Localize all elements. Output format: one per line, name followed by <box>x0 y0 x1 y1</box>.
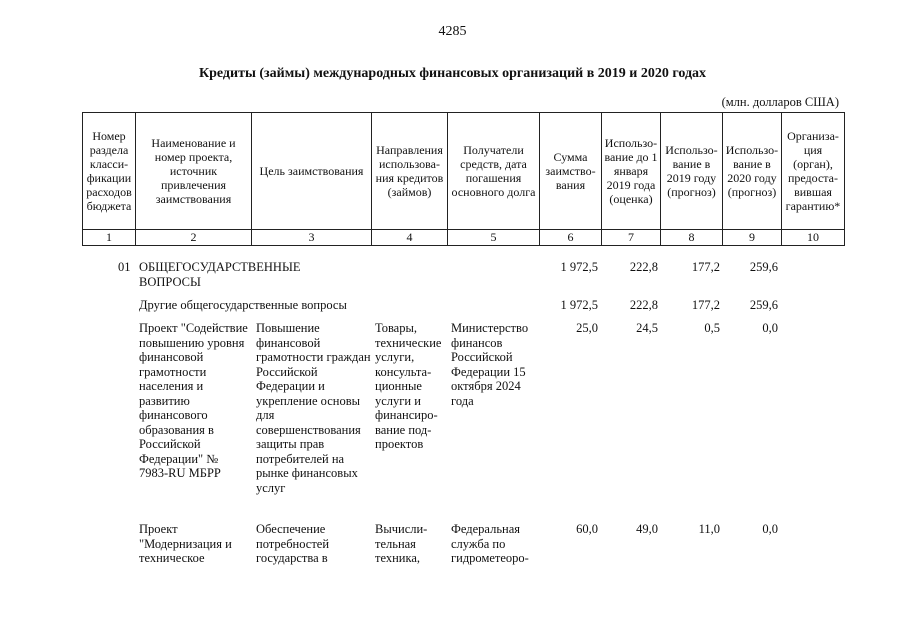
project2-recipients: Федеральная служба по гидрометеоро- <box>451 522 529 565</box>
section-used-before: 222,8 <box>629 260 658 274</box>
section-sum: 1 972,5 <box>560 260 598 274</box>
section-used-2019: 177,2 <box>691 260 720 274</box>
page-number: 4285 <box>438 24 467 39</box>
section-code: 01 <box>118 260 131 274</box>
col-header-2: Наименование и номер проекта, источник привлечения заимствования <box>136 113 252 230</box>
document-title: Кредиты (займы) международных финансовых организаций в 2019 и 2020 годах <box>198 66 707 81</box>
col-num-9: 9 <box>723 230 782 246</box>
subsection-name: Другие общегосударственные вопросы <box>139 298 347 312</box>
table-header <box>82 112 845 246</box>
col-num-7: 7 <box>602 230 661 246</box>
project1-goal: Повышение финансовой грамотности граждан Российской Федерации и укрепление основы для совершенствования защиты прав потребителей на рынке финансовых услуг <box>256 321 371 495</box>
units-note: (млн. долларов США) <box>721 95 839 109</box>
project1-name: Проект "Содействие повышению уровня финансовой грамотности населения и развитию финансового образования в Российской Федерации" № 7983-RU МБРР <box>139 321 248 480</box>
project2-used-before: 49,0 <box>636 522 658 536</box>
col-header-6: Сумма заимство-вания <box>540 113 602 230</box>
col-num-6: 6 <box>540 230 602 246</box>
section-used-2020: 259,6 <box>749 260 778 274</box>
project2-used-2019: 11,0 <box>698 522 720 536</box>
col-header-9: Использо-вание в 2020 году (прогноз) <box>723 113 782 230</box>
project1-used-2019: 0,5 <box>704 321 720 335</box>
header-numbers-row <box>83 230 845 246</box>
subsection-sum: 1 972,5 <box>560 298 598 312</box>
project1-recipients: Министерство финансов Российской Федерации 15 октября 2024 года <box>451 321 529 408</box>
col-header-4: Направления использова-ния кредитов (займов) <box>372 113 448 230</box>
col-header-8: Использо-вание в 2019 году (прогноз) <box>661 113 723 230</box>
project2-name: Проект "Модернизация и техническое <box>139 522 232 565</box>
project2-used-2020: 0,0 <box>762 522 778 536</box>
col-num-5: 5 <box>448 230 540 246</box>
col-num-10: 10 <box>782 230 845 246</box>
project1-used-2020: 0,0 <box>762 321 778 335</box>
subsection-used-2019: 177,2 <box>691 298 720 312</box>
col-num-2: 2 <box>136 230 252 246</box>
subsection-used-before: 222,8 <box>629 298 658 312</box>
header-labels-row <box>83 113 845 230</box>
col-num-3: 3 <box>252 230 372 246</box>
project2-directions: Вычисли-тельная техника, <box>375 522 428 565</box>
project1-sum: 25,0 <box>576 321 598 335</box>
col-header-5: Получатели средств, дата погашения основного долга <box>448 113 540 230</box>
col-num-4: 4 <box>372 230 448 246</box>
project1-used-before: 24,5 <box>636 321 658 335</box>
col-num-1: 1 <box>83 230 136 246</box>
project1-directions: Товары, технические услуги, консульта-ционные услуги и финансиро-вание под-проектов <box>375 321 442 451</box>
subsection-used-2020: 259,6 <box>749 298 778 312</box>
project2-goal: Обеспечение потребностей государства в <box>256 522 330 565</box>
col-num-8: 8 <box>661 230 723 246</box>
project2-sum: 60,0 <box>576 522 598 536</box>
col-header-1: Номер раздела класси-фикации расходов бюджета <box>83 113 136 230</box>
col-header-7: Использо-вание до 1 января 2019 года (оценка) <box>602 113 661 230</box>
col-header-3: Цель заимствования <box>252 113 372 230</box>
section-name: ОБЩЕГОСУДАРСТВЕННЫЕ ВОПРОСЫ <box>139 260 301 289</box>
col-header-10: Организа-ция (орган), предоста-вившая гарантию* <box>782 113 845 230</box>
